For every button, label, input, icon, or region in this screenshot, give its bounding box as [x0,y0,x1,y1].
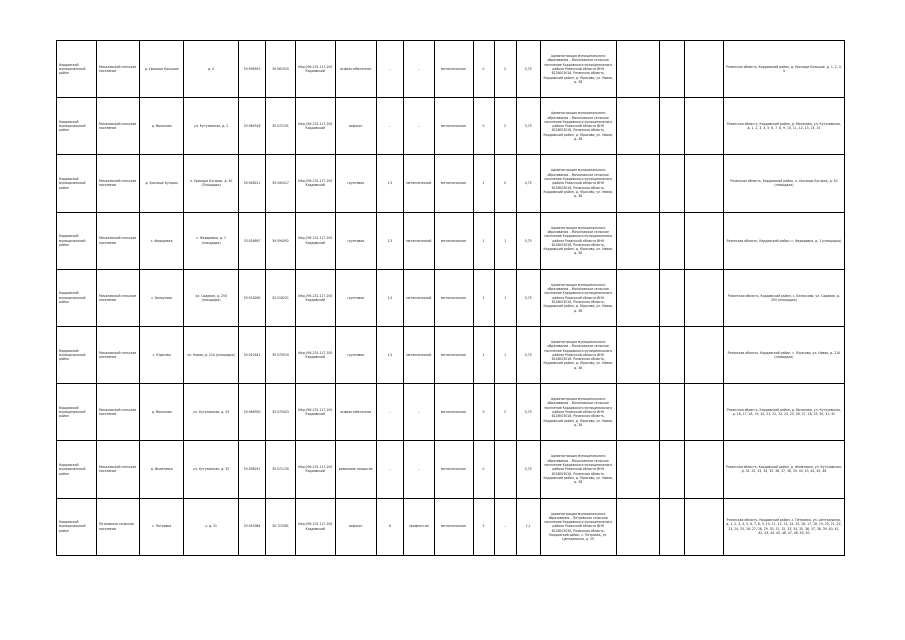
volume-cell: 0,75 [516,212,540,269]
latitude-cell: 53.910542 [238,326,265,383]
photo-link-cell: http://94.231.117.100 Кордовский [295,269,335,326]
locality-cell: с. Юрасово [140,326,184,383]
empty-cell [684,155,723,212]
address-cell: ул. Кутузовская, д. 2 [184,98,239,155]
address-cell: д. 4 [184,41,239,98]
container-count2-cell: 2 [494,384,516,441]
area-cell: – [376,98,403,155]
empty-cell [616,326,659,383]
table-row [57,155,845,212]
empty-cell [684,441,723,498]
fence-cell: металлическое [434,498,473,555]
municipality-cell: Кордовский муниципальный район [57,441,97,498]
latitude-cell: 53.969316 [238,98,265,155]
volume-cell: 0,75 [516,269,540,326]
area-cell: 1,5 [376,326,403,383]
material-cell: – [404,98,435,155]
longitude-cell: 39.570403 [266,384,295,441]
container-count-cell: 1 [473,269,494,326]
locality-cell: д. Урочище Большое [140,41,184,98]
table-row [57,212,845,269]
fence-cell: металлическое [434,41,473,98]
fence-cell: металлическое [434,326,473,383]
waste-sources-cell: Рязанская область, Кордовский район, с. Петровка, ул. Центральная, д. 1, 2, 3, 4, 5, 6, 7, 8, 9, 10, 11, 12, 13, 14, 15, 16, 17, 18, 19, 20, 21, 22, 23, 24, 25, 26, 27, 28, 29, 30, 31, 32, 33, 34, 35, 36, 37, 38, 39, 40, 41, 42, 43, 44, 45, 46, 47, 48, 49, 50 [723,498,844,555]
table-row [57,498,845,555]
fence-cell: металлическое [434,98,473,155]
surface-cell: грунтовое [335,326,376,383]
document-sheet [56,40,845,556]
empty-cell [659,98,684,155]
photo-link-cell: http://94.231.117.100 Кордовский [295,441,335,498]
settlement-cell: Мочаловский сельское поселение [96,269,139,326]
municipality-cell: Кордовский муниципальный район [57,98,97,155]
material-cell: металлический [404,326,435,383]
empty-cell [616,269,659,326]
longitude-cell: 39.561920 [266,41,295,98]
address-cell: ул. Садовая, д. 254 (площадка) [184,269,239,326]
settlement-cell: Петровское сельское поселение [96,498,139,555]
container-count-cell: 2 [473,498,494,555]
municipality-cell: Кордовский муниципальный район [57,269,97,326]
container-count2-cell: 1 [494,326,516,383]
address-cell: п. Урочище Бугорок, д. 40 (Площадка) [184,155,239,212]
owner-cell: Администрация муниципального образования – Мочаловское сельское поселение Кордовского муниципального района Рязанской области ИНН 6228003018, Рязанская область, Кордовский район, д. Юрасово, ул. Новая, д. 38 [540,269,616,326]
container-count-cell: 0 [473,41,494,98]
empty-cell [659,498,684,555]
owner-cell: Администрация муниципального образования – Мочаловское сельское поселение Кордовского муниципального района Рязанской области ИНН 6228003018, Рязанская область, Кордовский район, д. Юрасово, ул. Новая, д. 38 [540,41,616,98]
empty-cell [684,384,723,441]
empty-cell [684,98,723,155]
locality-cell: с. Федоровка [140,212,184,269]
area-cell: – [376,441,403,498]
photo-link-cell: http://94.231.117.100 Кордовский [295,155,335,212]
surface-cell: асфальт [335,498,376,555]
container-count-cell: 1 [473,326,494,383]
surface-cell: грунтовое [335,155,376,212]
volume-cell: 0,75 [516,326,540,383]
waste-sources-cell: Рязанская область, Кордовский район, п. Урочище Бугорок, д. 40 (площадка) [723,155,844,212]
municipality-cell: Кордовский муниципальный район [57,498,97,555]
latitude-cell: 53.998251 [238,441,265,498]
material-cell: металлический [404,212,435,269]
photo-link-cell: http://94.231.117.100 Кордовский [295,326,335,383]
container-count-cell: 0 [473,98,494,155]
material-cell: – [404,41,435,98]
longitude-cell: 39.594092 [266,212,295,269]
area-cell: 1,5 [376,269,403,326]
municipality-cell: Кордовский муниципальный район [57,155,97,212]
container-count2-cell: 1 [494,269,516,326]
locality-cell: д. Мочалово [140,384,184,441]
municipality-cell: Кордовский муниципальный район [57,41,97,98]
container-count-cell: 1 [473,155,494,212]
empty-cell [659,155,684,212]
material-cell: – [404,441,435,498]
settlement-cell: Мочаловский сельское поселение [96,41,139,98]
longitude-cell: 39.723381 [266,498,295,555]
latitude-cell: 53.926697 [238,212,265,269]
area-cell: 8 [376,498,403,555]
material-cell: – [404,384,435,441]
surface-cell: асфальтобетонное [335,384,376,441]
waste-sources-cell: Рязанская область, Кордовский район, д. Мочалово, ул. Кутузовская, д. 16, 17, 18, 19, 20, 21, 22, 23, 24, 25, 26, 27, 28, 29, 30, 41, 42 [723,384,844,441]
surface-cell: грунтовое [335,212,376,269]
locality-cell: д. Мочалово [140,98,184,155]
waste-sources-cell: Рязанская область, Кордовский район, с. Белоусово, ул. Садовая, д. 254 (площадка) [723,269,844,326]
photo-link-cell: http://94.231.117.100 Кордовский [295,212,335,269]
volume-cell: 1,1 [516,498,540,555]
settlement-cell: Мочаловский сельское поселение [96,441,139,498]
fence-cell: металлическое [434,155,473,212]
volume-cell: 0,75 [516,384,540,441]
empty-cell [659,384,684,441]
empty-cell [659,326,684,383]
empty-cell [684,269,723,326]
photo-link-cell: http://94.231.117.100 Кордовский [295,384,335,441]
empty-cell [659,41,684,98]
waste-sources-cell: Рязанская область, Кордовский район, с. Юрасово, ул. Новая, д. 21А (площадка) [723,326,844,383]
latitude-cell: 53.918260 [238,269,265,326]
municipality-cell: Кордовский муниципальный район [57,212,97,269]
municipality-cell: Кордовский муниципальный район [57,326,97,383]
locality-cell: д. Урочище Бугорок [140,155,184,212]
empty-cell [616,441,659,498]
empty-cell [659,269,684,326]
latitude-cell: 53.996591 [238,41,265,98]
longitude-cell: 39.571130 [266,441,295,498]
empty-cell [616,155,659,212]
settlement-cell: Мочаловский сельское поселение [96,212,139,269]
photo-link-cell: http://94.231.117.100 Кордовский [295,41,335,98]
volume-cell: 0,75 [516,441,540,498]
table-row [57,269,845,326]
empty-cell [684,498,723,555]
settlement-cell: Мочаловский сельское поселение [96,326,139,383]
surface-cell: асфальт [335,98,376,155]
fence-cell: металлическое [434,384,473,441]
container-count-cell: 0 [473,441,494,498]
waste-sources-cell: Рязанская область, Кордовский район, д. Мочалово, ул. Кутузовская, д. 1, 2, 3, 4, 5, 6, 7, 8, 9, 10, 11, 12, 13, 14, 15 [723,98,844,155]
surface-cell: резиновое покрытие [335,441,376,498]
address-cell: с. Федоровка, д. 1 (площадка) [184,212,239,269]
container-count2-cell [494,441,516,498]
table-row [57,326,845,383]
container-count2-cell: – [494,498,516,555]
area-cell: – [376,384,403,441]
owner-cell: Администрация муниципального образования – Мочаловское сельское поселение Кордовского муниципального района Рязанской области ИНН 6228003018, Рязанская область, Кордовский район, д. Юрасово, ул. Новая, д. 38 [540,155,616,212]
owner-cell: Администрация муниципального образования – Мочаловское сельское поселение Кордовского муниципального района Рязанской области ИНН 6228003018, Рязанская область, Кордовский район, д. Юрасово, ул. Новая, д. 38 [540,212,616,269]
photo-link-cell: http://94.231.117.100 Кордовский [295,98,335,155]
empty-cell [616,41,659,98]
volume-cell: 0,75 [516,155,540,212]
empty-cell [616,498,659,555]
container-count-cell: 0 [473,384,494,441]
empty-cell [659,212,684,269]
address-cell: ул. Кутузовская, д. 32 [184,441,239,498]
owner-cell: Администрация муниципального образования – Мочаловское сельское поселение Кордовского муниципального района Рязанской области ИНН 6228003018, Рязанская область, Кордовский район, д. Юрасово, ул. Новая, д. 38 [540,384,616,441]
area-cell: 1,5 [376,155,403,212]
longitude-cell: 39.540417 [266,155,295,212]
waste-sources-cell: Рязанская область, Кордовский район, д. Филатовка, ул. Кутузовская, д. 31, 32, 33, 34, 35, 36, 37, 38, 39, 40, 43, 44, 45, 46 [723,441,844,498]
waste-sources-cell: Рязанская область, Кордовский район, с. Федоровка, д. 1 (площадка) [723,212,844,269]
owner-cell: Администрация муниципального образования – Мочаловское сельское поселение Кордовского муниципального района Рязанской области ИНН 6228003018, Рязанская область, Кордовский район, д. Юрасово, ул. Новая, д. 38 [540,98,616,155]
municipality-cell: Кордовский муниципальный район [57,384,97,441]
volume-cell: 0,75 [516,98,540,155]
latitude-cell: 53.968930 [238,384,265,441]
area-cell: – [376,41,403,98]
longitude-cell: 39.570519 [266,326,295,383]
settlement-cell: Мочаловский сельское поселение [96,384,139,441]
material-cell: профнастил [404,498,435,555]
fence-cell: металлическое [434,441,473,498]
container-count2-cell: 0 [494,155,516,212]
surface-cell: асфальтобетонное [335,41,376,98]
volume-cell: 0,75 [516,41,540,98]
owner-cell: Администрация муниципального образования – Мочаловское сельское поселение Кордовского муниципального района Рязанской области ИНН 6228003018, Рязанская область, Кордовский район, д. Юрасово, ул. Новая, д. 38 [540,326,616,383]
locality-cell: с. Петровка [140,498,184,555]
longitude-cell: 39.518221 [266,269,295,326]
table-body [57,41,845,556]
address-cell: ул. Кутузовская, д. 29 [184,384,239,441]
locality-cell: с. Белоусово [140,269,184,326]
latitude-cell: 53.948221 [238,155,265,212]
container-count2-cell: 2 [494,41,516,98]
table-row [57,441,845,498]
address-cell: ул. Новая, д. 21А (площадка) [184,326,239,383]
material-cell: металлический [404,269,435,326]
owner-cell: Администрация муниципального образования – Мочаловское сельское поселение Кордовского муниципального района Рязанской области ИНН 6228003018, Рязанская область, Кордовский район, д. Юрасово, ул. Новая, д. 38 [540,441,616,498]
area-cell: 1,5 [376,212,403,269]
empty-cell [616,98,659,155]
owner-cell: Администрация муниципального образования – Петровское сельское поселение Кордовского муниципального района Рязанской области ИНН 6228003030, Рязанская область, Кордовский район, с. Петровка, ул. Центральная, д. 29 [540,498,616,555]
empty-cell [684,212,723,269]
container-count-cell: 1 [473,212,494,269]
address-cell: у. д. 31 [184,498,239,555]
fence-cell: металлическое [434,212,473,269]
empty-cell [659,441,684,498]
container-count2-cell: 2 [494,98,516,155]
material-cell: металлический [404,155,435,212]
locality-cell: д. Филатовка [140,441,184,498]
empty-cell [616,212,659,269]
surface-cell: грунтовое [335,269,376,326]
empty-cell [616,384,659,441]
photo-link-cell: http://94.231.117.100 Кордовский [295,498,335,555]
latitude-cell: 53.943084 [238,498,265,555]
empty-cell [684,41,723,98]
fence-cell: металлическое [434,269,473,326]
table-row [57,98,845,155]
waste-sources-cell: Рязанская область, Кордовский район, д. Урочище Большое, д. 1, 2, 3, 4 [723,41,844,98]
registry-table [56,40,845,556]
table-row [57,384,845,441]
empty-cell [684,326,723,383]
container-count2-cell: 1 [494,212,516,269]
settlement-cell: Мочаловский сельское поселение [96,155,139,212]
longitude-cell: 39.572191 [266,98,295,155]
table-row [57,41,845,98]
settlement-cell: Мочаловский сельское поселение [96,98,139,155]
